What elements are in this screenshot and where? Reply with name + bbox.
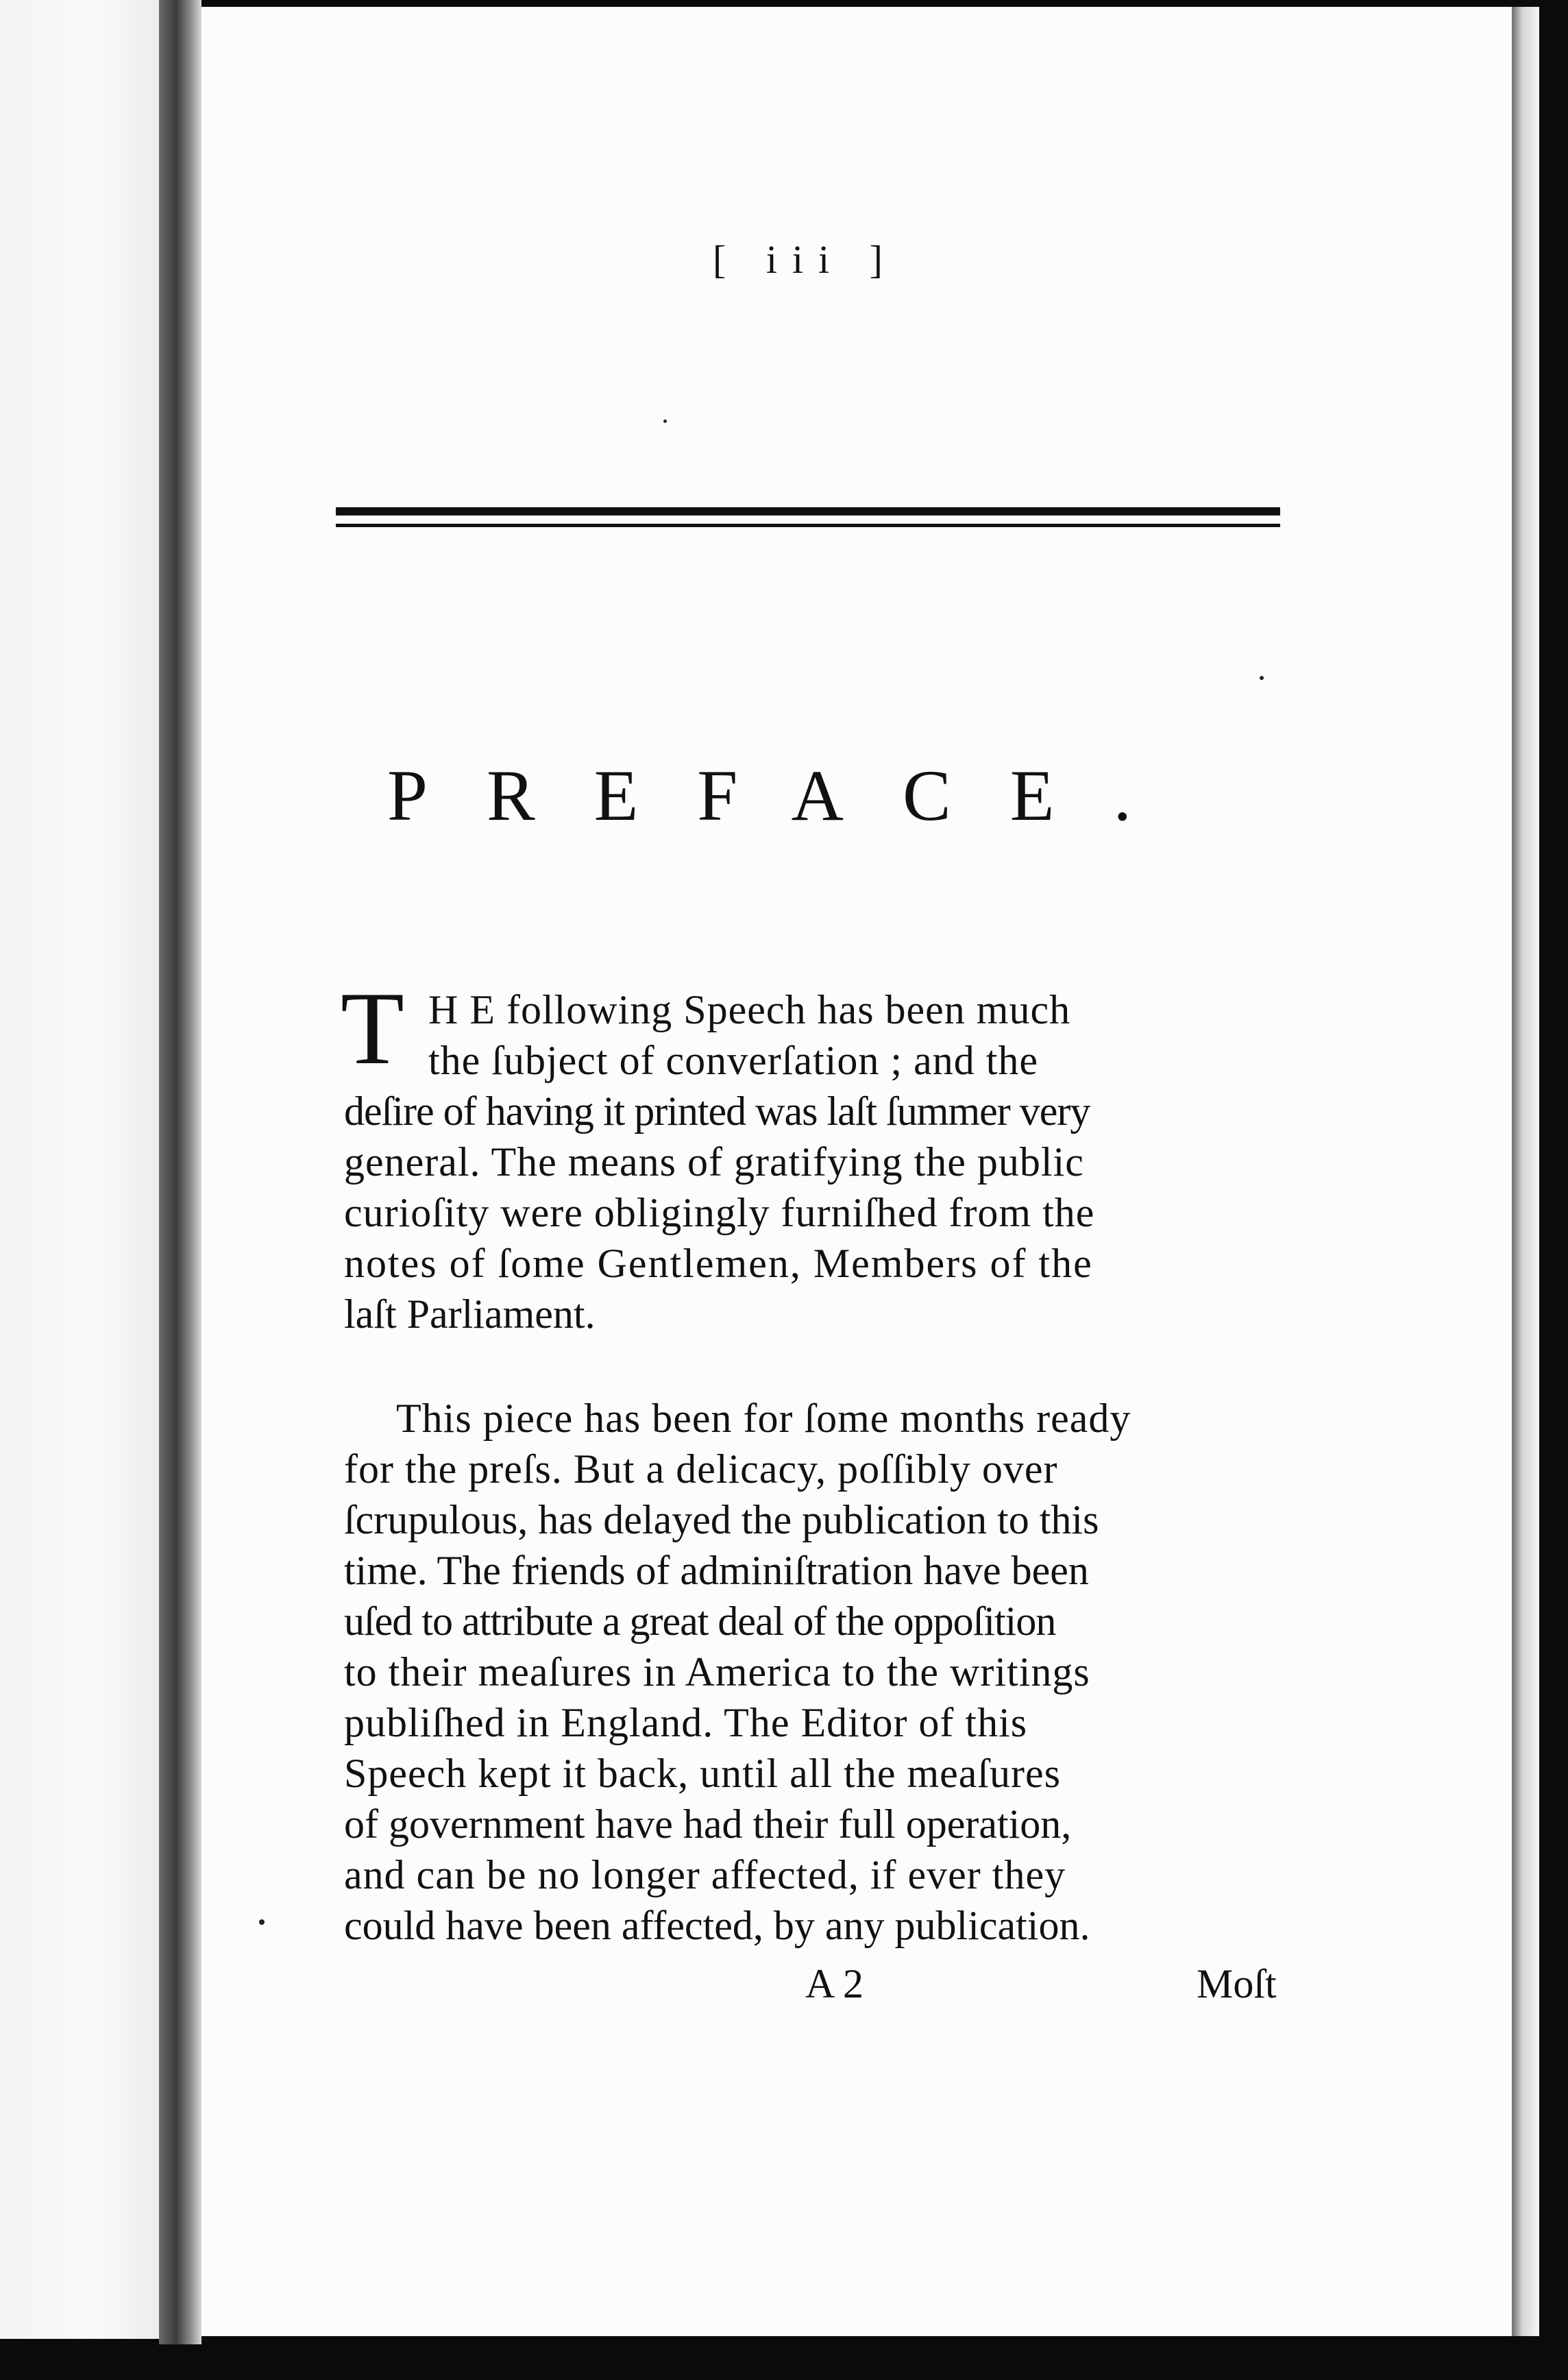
paragraph-2-line-8: Speech kept it back, until all the meaſures <box>344 1751 1062 1796</box>
paragraph-2-line-3: ſcrupulous, has delayed the publication to this <box>344 1497 1099 1542</box>
paragraph-2-line-5: uſed to attribute a great deal of the oppoſition <box>344 1599 1056 1644</box>
paragraph-1-line-5: curioſity were obligingly furniſhed from the <box>344 1190 1095 1235</box>
page-title: PREFACE. <box>387 755 1190 836</box>
paragraph-1-line-7: laſt Parliament. <box>344 1291 596 1337</box>
page-number-header: [ iii ] <box>713 237 898 282</box>
signature-mark: A 2 <box>805 1961 864 2006</box>
drop-cap: T <box>341 971 404 1086</box>
paragraph-2-line-6: to their meaſures in America to the writings <box>344 1649 1090 1695</box>
paragraph-2-line-1: This piece has been for ſome months ready <box>396 1396 1131 1441</box>
paragraph-2-line-7: publiſhed in England. The Editor of this <box>344 1700 1028 1745</box>
ink-speck <box>1260 676 1264 680</box>
ink-speck <box>259 1919 265 1925</box>
paragraph-2-line-4: time. The friends of adminiſtration have been <box>344 1548 1089 1593</box>
paragraph-1-line-1: H E following Speech has been much <box>428 987 1071 1032</box>
book-gutter <box>159 0 201 2344</box>
paragraph-1-line-4: general. The means of gratifying the public <box>344 1139 1084 1185</box>
paragraph-2-line-9: of government have had their full operation, <box>344 1801 1072 1847</box>
paragraph-2-line-11: could have been affected, by any publication. <box>344 1903 1090 1948</box>
ink-speck <box>663 420 667 423</box>
paragraph-2-line-2: for the preſs. But a delicacy, poſſibly over <box>344 1446 1058 1492</box>
left-page-edge <box>0 0 159 2339</box>
paragraph-1-line-2: the ſubject of converſation ; and the <box>428 1038 1039 1083</box>
paragraph-2-line-10: and can be no longer affected, if ever they <box>344 1852 1066 1897</box>
paragraph-1-line-6: notes of ſome Gentlemen, Members of the <box>344 1241 1093 1286</box>
header-rule-thick <box>336 507 1280 515</box>
header-rule-thin <box>336 524 1280 527</box>
paragraph-1-line-3: deſire of having it printed was laſt ſummer very <box>344 1089 1090 1134</box>
catchword: Moſt <box>1197 1961 1277 2006</box>
right-page-edge <box>1512 7 1539 2336</box>
